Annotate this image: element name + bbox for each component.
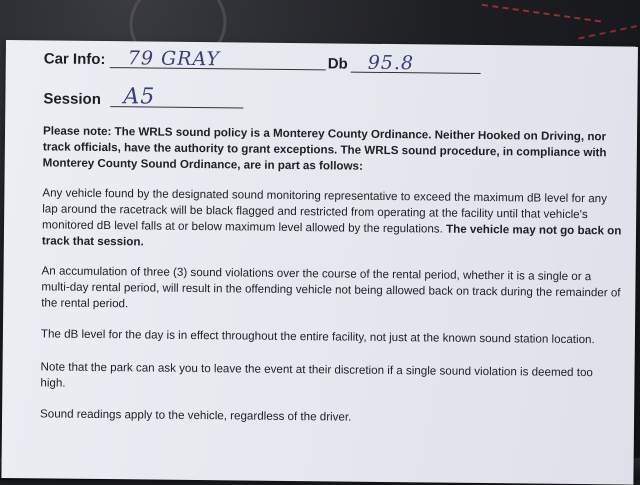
- session-value: A5: [123, 84, 156, 110]
- car-info-value: 79 GRAY: [127, 47, 221, 71]
- policy-paragraph-4: Note that the park can ask you to leave the event at their discretion if a single sound violation is deemed too high.: [40, 360, 593, 390]
- policy-paragraph-5: Sound readings apply to the vehicle, regardless of the driver.: [40, 407, 352, 424]
- policy-paragraph-1-bold: The vehicle may not go back on track that session.: [41, 222, 622, 249]
- policy-paragraph-1: [42, 185, 623, 255]
- session-label: Session: [43, 90, 102, 108]
- policy-paragraph-1-text: Any vehicle found by the designated sound monitoring representative to exceed the maximum dB level for any lap around the racetrack will be black flagged and restricted from operating at the facility until that vehicle's monitored dB level falls at or below maximum level allowed by the regulations.: [41, 186, 608, 236]
- db-label: Db: [327, 55, 348, 73]
- sound-policy-sheet: [1, 40, 638, 485]
- car-info-label: Car Info:: [43, 50, 106, 69]
- policy-paragraph-3: The dB level for the day is in effect throughout the entire facility, not just at the known sound station location.: [40, 327, 595, 347]
- policy-paragraph-2: An accumulation of three (3) sound violations over the course of the rental period, whether it is a single or a multi-day rental period, will result in the offending vehicle not being allowed back on track during the remainder of the rental period.: [41, 264, 621, 311]
- db-value: 95.8: [367, 51, 415, 75]
- policy-intro: Please note: The WRLS sound policy is a Monterey County Ordinance. Neither Hooked on Driving, nor track officials, have the authority to grant exceptions. The WRLS sound procedure, in compliance with Monterey County Sound Ordinance, are in part as follows:: [42, 124, 607, 173]
